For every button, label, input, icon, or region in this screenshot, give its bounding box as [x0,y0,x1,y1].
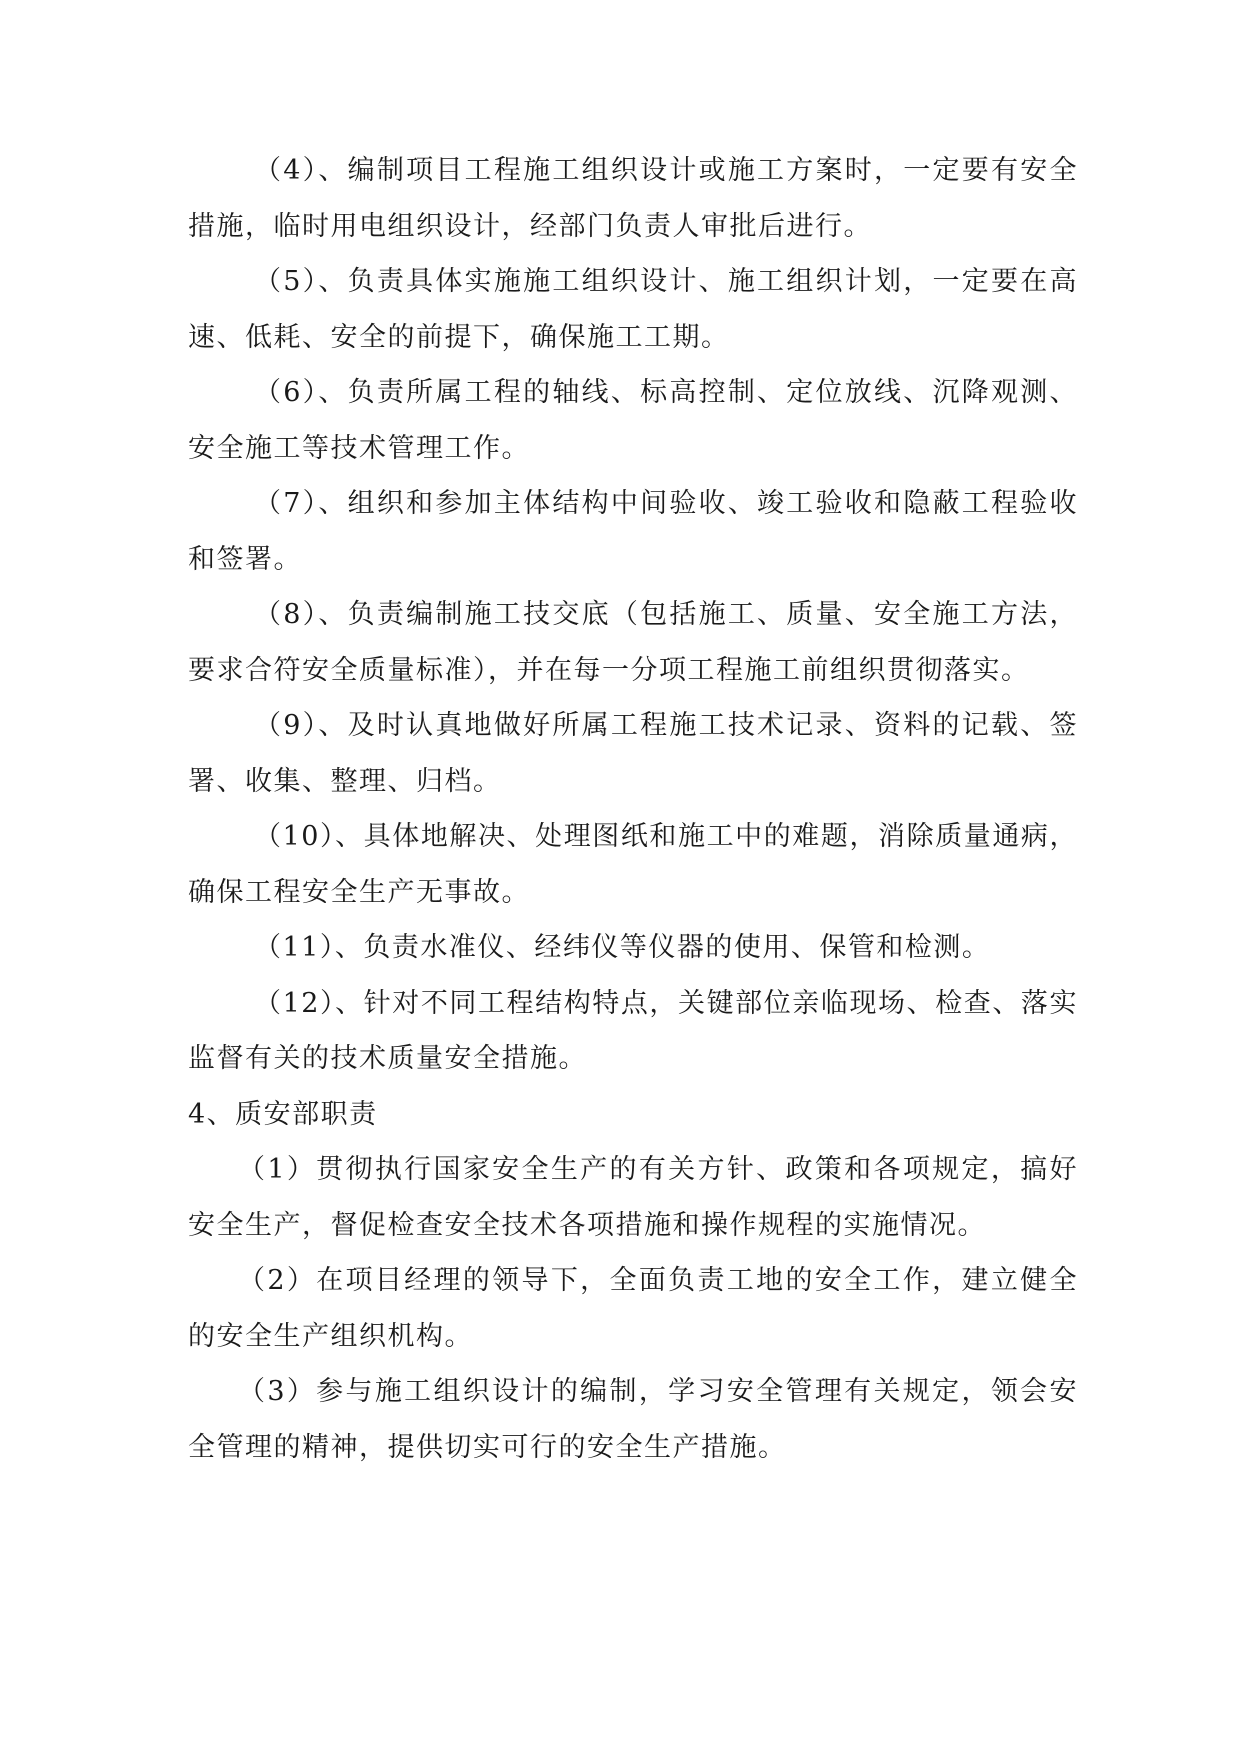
section-heading: 4、质安部职责 [188,1098,378,1130]
paragraph-item-6: （6）、负责所属工程的轴线、标高控制、定位放线、沉降观测、安全施工等技术管理工作。 [188,377,1078,464]
section-paragraph-2: （2）在项目经理的领导下，全面负责工地的安全工作，建立健全的安全生产组织机构。 [188,1265,1078,1352]
document-body [188,143,1078,1475]
paragraph-item-8: （8）、负责编制施工技交底（包括施工、质量、安全施工方法，要求合符安全质量标准），并在每一分项工程施工前组织贯彻落实。 [188,599,1078,686]
paragraph-item-10: （10）、具体地解决、处理图纸和施工中的难题，消除质量通病，确保工程安全生产无事故。 [188,821,1078,908]
paragraph-item-11: （11）、负责水准仪、经纬仪等仪器的使用、保管和检测。 [254,932,991,963]
paragraph-item-7: （7）、组织和参加主体结构中间验收、竣工验收和隐蔽工程验收和签署。 [188,488,1078,575]
paragraph-item-12: （12）、针对不同工程结构特点，关键部位亲临现场、检查、落实监督有关的技术质量安全措施。 [188,987,1078,1074]
paragraph-item-4: （4）、编制项目工程施工组织设计或施工方案时，一定要有安全措施，临时用电组织设计，经部门负责人审批后进行。 [188,155,1078,242]
section-paragraph-3: （3）参与施工组织设计的编制，学习安全管理有关规定，领会安全管理的精神，提供切实可行的安全生产措施。 [188,1376,1078,1463]
paragraph-item-5: （5）、负责具体实施施工组织设计、施工组织计划，一定要在高速、低耗、安全的前提下，确保施工工期。 [188,266,1078,353]
section-paragraph-1: （1）贯彻执行国家安全生产的有关方针、政策和各项规定，搞好安全生产，督促检查安全技术各项措施和操作规程的实施情况。 [188,1154,1078,1241]
paragraph-item-9: （9）、及时认真地做好所属工程施工技术记录、资料的记载、签署、收集、整理、归档。 [188,710,1078,797]
